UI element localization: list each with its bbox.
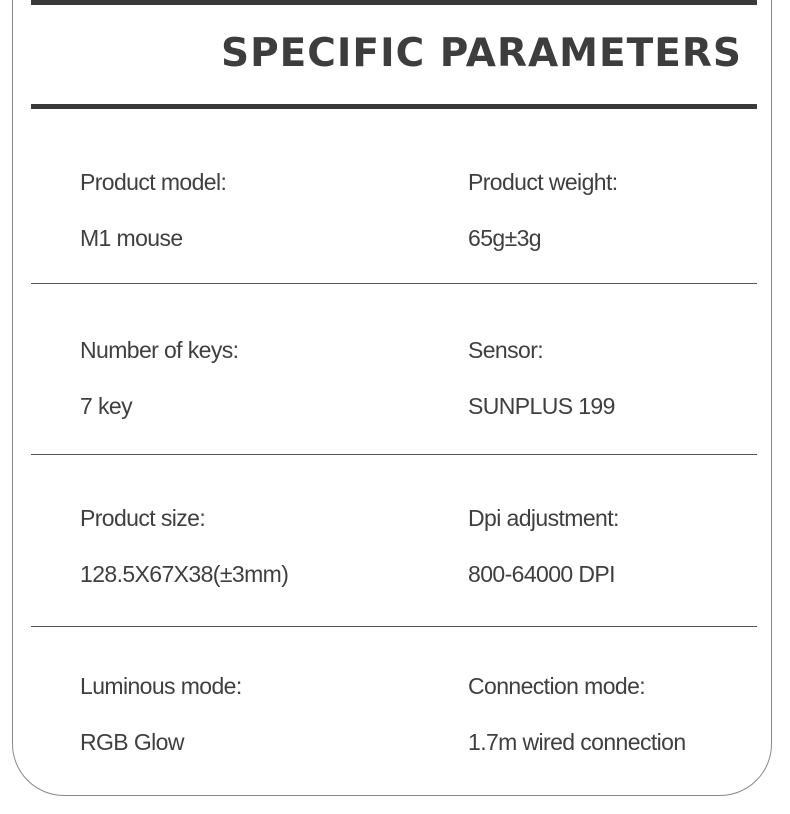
spec-label-luminous-mode: Luminous mode: <box>80 673 242 699</box>
row-divider <box>31 283 757 284</box>
spec-value-product-model: M1 mouse <box>80 225 183 251</box>
spec-label-product-weight: Product weight: <box>468 169 618 195</box>
spec-value-connection-mode: 1.7m wired connection <box>468 729 686 755</box>
row-divider <box>31 626 757 627</box>
top-rule <box>31 0 757 5</box>
spec-value-sensor: SUNPLUS 199 <box>468 393 615 419</box>
spec-label-sensor: Sensor: <box>468 337 544 363</box>
row-divider <box>31 454 757 455</box>
spec-label-dpi-adjustment: Dpi adjustment: <box>468 505 619 531</box>
spec-label-number-of-keys: Number of keys: <box>80 337 239 363</box>
spec-value-product-weight: 65g±3g <box>468 225 541 251</box>
spec-value-product-size: 128.5X67X38(±3mm) <box>80 561 289 587</box>
title-underline <box>31 104 757 109</box>
spec-label-product-size: Product size: <box>80 505 206 531</box>
spec-label-product-model: Product model: <box>80 169 227 195</box>
spec-label-connection-mode: Connection mode: <box>468 673 646 699</box>
spec-value-number-of-keys: 7 key <box>80 393 132 419</box>
section-title: SPECIFIC PARAMETERS <box>220 31 742 76</box>
spec-value-dpi-adjustment: 800-64000 DPI <box>468 561 615 587</box>
spec-value-luminous-mode: RGB Glow <box>80 729 184 755</box>
